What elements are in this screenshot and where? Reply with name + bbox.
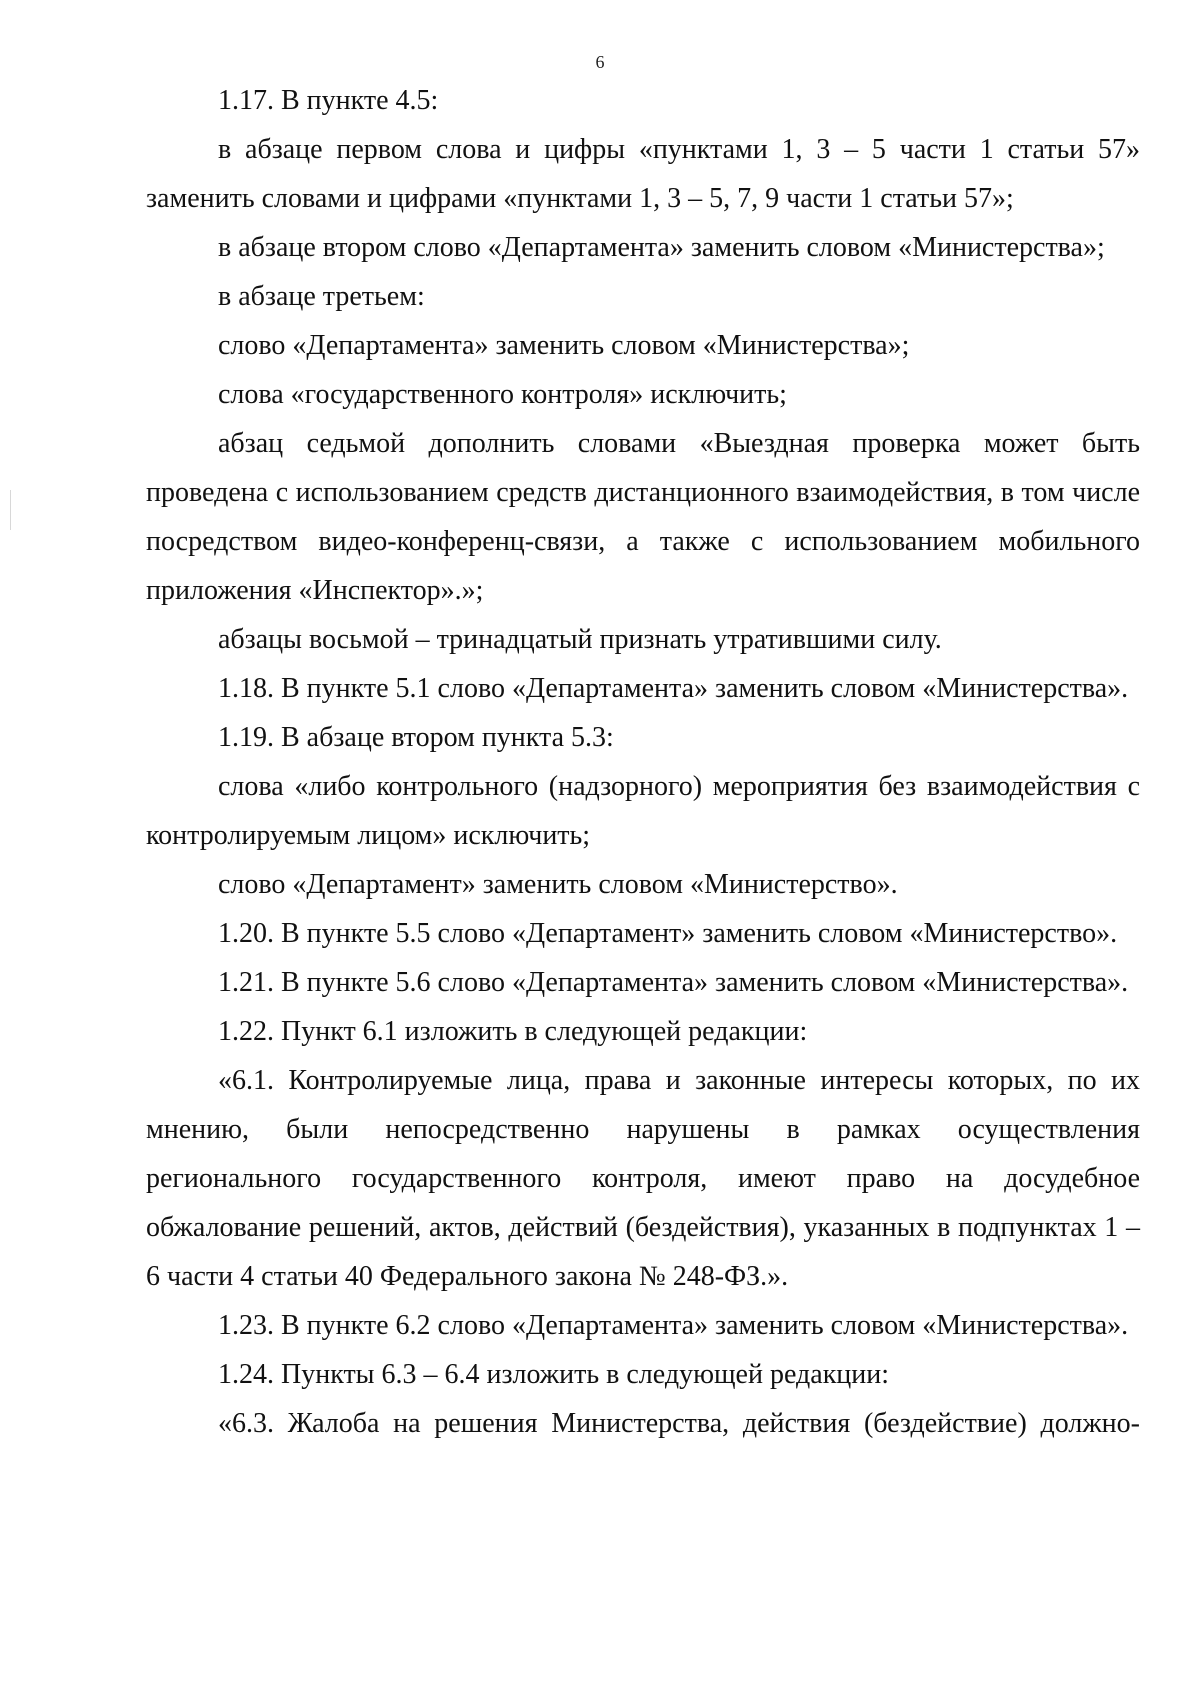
paragraph-1-22: 1.22. Пункт 6.1 изложить в следующей редакции: <box>218 1016 808 1047</box>
scan-margin-mark <box>10 490 11 530</box>
paragraph-1-17-abzac-1: в абзаце первом слова и цифры «пунктами 1, 3 – 5 части 1 статьи 57» заменить словами и цифрами «пунктами 1, 3 – 5, 7, 9 части 1 статьи 57»; <box>146 134 1140 214</box>
paragraph-1-17-abzac-3-word: слово «Департамента» заменить словом «Министерства»; <box>218 330 910 361</box>
paragraph-1-17-abzac-7: абзац седьмой дополнить словами «Выездная проверка может быть проведена с использованием средств дистанционного взаимодействия, в том числе посредством видео-конференц-связи, а также с использованием мобильного приложения «Инспектор».»; <box>146 428 1140 606</box>
paragraph-1-17-abzac-2: в абзаце втором слово «Департамента» заменить словом «Министерства»; <box>218 232 1105 263</box>
paragraph-1-19-words: слова «либо контрольного (надзорного) мероприятия без взаимодействия с контролируемым лицом» исключить; <box>146 771 1140 851</box>
paragraph-1-17: 1.17. В пункте 4.5: <box>218 85 439 116</box>
paragraph-1-19-word: слово «Департамент» заменить словом «Министерство». <box>218 869 898 900</box>
paragraph-1-19: 1.19. В абзаце втором пункта 5.3: <box>218 722 614 753</box>
paragraph-6-3-text: «6.3. Жалоба на решения Министерства, действия (бездействие) должно- <box>218 1408 1140 1439</box>
paragraph-6-1-text: «6.1. Контролируемые лица, права и законные интересы которых, по их мнению, были непосредственно нарушены в рамках осуществления регионального государственного контроля, имеют право на досудебное обжалование решений, актов, действий (бездействия), указанных в подпунктах 1 – 6 части 4 статьи 40 Федерального закона № 248-ФЗ.». <box>146 1065 1140 1292</box>
paragraph-1-17-abzac-3-words: слова «государственного контроля» исключить; <box>218 379 787 410</box>
document-body <box>146 76 1140 1448</box>
paragraph-1-17-abzac-3: в абзаце третьем: <box>218 281 425 312</box>
paragraph-1-20: 1.20. В пункте 5.5 слово «Департамент» заменить словом «Министерство». <box>218 918 1118 949</box>
paragraph-1-18: 1.18. В пункте 5.1 слово «Департамента» заменить словом «Министерства». <box>218 673 1129 704</box>
paragraph-1-23: 1.23. В пункте 6.2 слово «Департамента» заменить словом «Министерства». <box>218 1310 1129 1341</box>
paragraph-1-17-abzac-8-13: абзацы восьмой – тринадцатый признать утратившими силу. <box>218 624 942 655</box>
paragraph-1-21: 1.21. В пункте 5.6 слово «Департамента» заменить словом «Министерства». <box>218 967 1129 998</box>
page-number: 6 <box>595 52 605 72</box>
paragraph-1-24: 1.24. Пункты 6.3 – 6.4 изложить в следующей редакции: <box>218 1359 890 1390</box>
